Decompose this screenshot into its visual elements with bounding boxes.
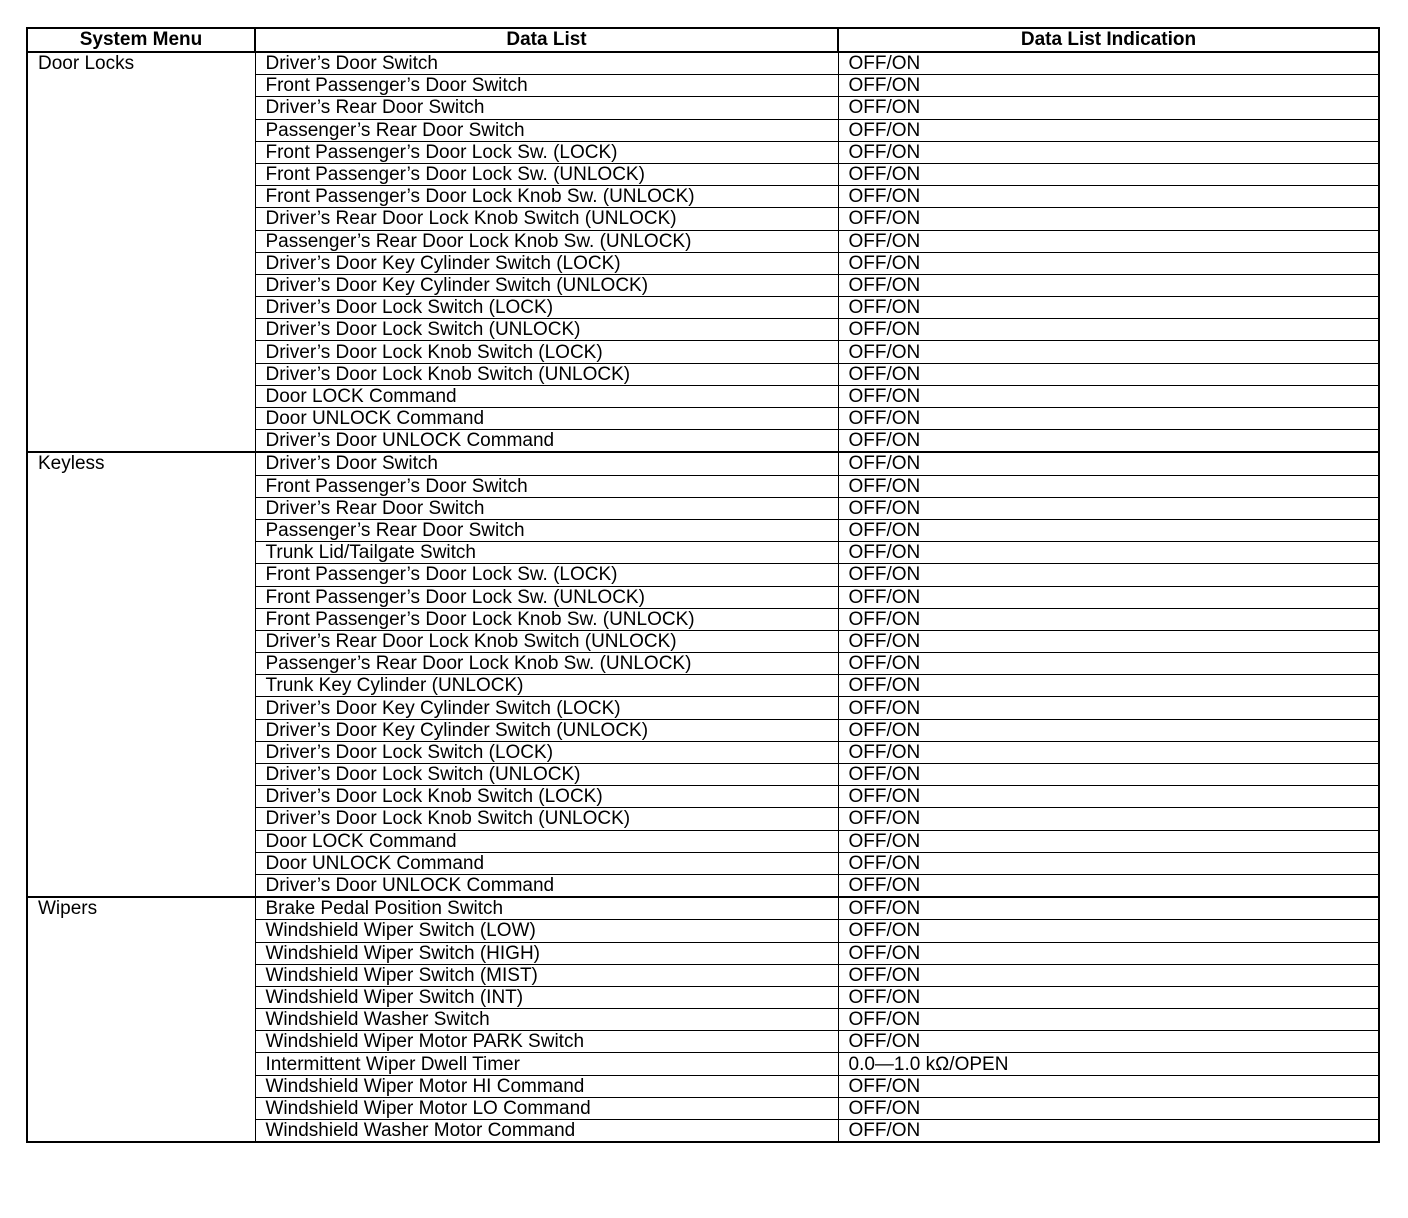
indication-cell: OFF/ON (838, 964, 1379, 986)
indication-cell: OFF/ON (838, 75, 1379, 97)
indication-cell: OFF/ON (838, 1031, 1379, 1053)
system-menu-cell: Wipers (27, 897, 255, 1142)
indication-cell: OFF/ON (838, 430, 1379, 453)
data-list-cell: Driver’s Door Key Cylinder Switch (LOCK) (255, 697, 838, 719)
data-list-cell: Driver’s Rear Door Switch (255, 97, 838, 119)
data-list-cell: Front Passenger’s Door Lock Knob Sw. (UNLOCK) (255, 186, 838, 208)
indication-cell: OFF/ON (838, 852, 1379, 874)
data-list-cell: Front Passenger’s Door Lock Sw. (UNLOCK) (255, 586, 838, 608)
indication-cell: OFF/ON (838, 497, 1379, 519)
data-list-cell: Door LOCK Command (255, 385, 838, 407)
system-menu-cell: Keyless (27, 452, 255, 897)
indication-cell: OFF/ON (838, 830, 1379, 852)
indication-cell: OFF/ON (838, 653, 1379, 675)
indication-cell: OFF/ON (838, 208, 1379, 230)
indication-cell: OFF/ON (838, 942, 1379, 964)
indication-cell: OFF/ON (838, 363, 1379, 385)
data-list-cell: Door LOCK Command (255, 830, 838, 852)
data-list-cell: Driver’s Door Lock Switch (LOCK) (255, 297, 838, 319)
indication-cell: OFF/ON (838, 542, 1379, 564)
indication-cell: OFF/ON (838, 1075, 1379, 1097)
table-body (27, 52, 1379, 1142)
data-list-cell: Windshield Wiper Motor LO Command (255, 1097, 838, 1119)
data-list-cell: Windshield Wiper Switch (HIGH) (255, 942, 838, 964)
data-list-cell: Driver’s Door Key Cylinder Switch (UNLOCK) (255, 719, 838, 741)
indication-cell: OFF/ON (838, 385, 1379, 407)
data-list-cell: Driver’s Rear Door Switch (255, 497, 838, 519)
indication-cell: OFF/ON (838, 519, 1379, 541)
data-list-cell: Driver’s Door Key Cylinder Switch (UNLOCK) (255, 274, 838, 296)
data-list-cell: Driver’s Door Lock Switch (UNLOCK) (255, 764, 838, 786)
data-list-cell: Brake Pedal Position Switch (255, 897, 838, 920)
header-data-list: Data List (255, 28, 838, 52)
data-list-cell: Passenger’s Rear Door Lock Knob Sw. (UNLOCK) (255, 653, 838, 675)
data-list-cell: Driver’s Door Switch (255, 452, 838, 475)
indication-cell: OFF/ON (838, 697, 1379, 719)
header-system-menu: System Menu (27, 28, 255, 52)
indication-cell: OFF/ON (838, 786, 1379, 808)
data-list-cell: Passenger’s Rear Door Lock Knob Sw. (UNLOCK) (255, 230, 838, 252)
data-list-cell: Driver’s Rear Door Lock Knob Switch (UNLOCK) (255, 208, 838, 230)
data-list-cell: Driver’s Door Lock Knob Switch (UNLOCK) (255, 363, 838, 385)
indication-cell: OFF/ON (838, 630, 1379, 652)
data-list-cell: Passenger’s Rear Door Switch (255, 119, 838, 141)
data-list-cell: Driver’s Door Lock Knob Switch (UNLOCK) (255, 808, 838, 830)
data-list-table (26, 27, 1380, 1143)
data-list-cell: Driver’s Door Lock Knob Switch (LOCK) (255, 786, 838, 808)
indication-cell: OFF/ON (838, 564, 1379, 586)
indication-cell: OFF/ON (838, 1120, 1379, 1143)
data-list-cell: Windshield Wiper Motor HI Command (255, 1075, 838, 1097)
data-list-cell: Windshield Wiper Switch (MIST) (255, 964, 838, 986)
data-list-cell: Front Passenger’s Door Lock Sw. (LOCK) (255, 141, 838, 163)
indication-cell: OFF/ON (838, 808, 1379, 830)
data-list-cell: Driver’s Door Lock Switch (LOCK) (255, 741, 838, 763)
data-list-cell: Front Passenger’s Door Switch (255, 75, 838, 97)
indication-cell: OFF/ON (838, 297, 1379, 319)
data-list-cell: Driver’s Door Switch (255, 52, 838, 75)
indication-cell: OFF/ON (838, 1097, 1379, 1119)
data-list-cell: Intermittent Wiper Dwell Timer (255, 1053, 838, 1075)
system-menu-cell: Door Locks (27, 52, 255, 452)
data-list-cell: Windshield Wiper Switch (LOW) (255, 920, 838, 942)
table-row (27, 52, 1379, 75)
indication-cell: OFF/ON (838, 452, 1379, 475)
data-list-cell: Trunk Key Cylinder (UNLOCK) (255, 675, 838, 697)
header-row (27, 28, 1379, 52)
indication-cell: OFF/ON (838, 274, 1379, 296)
indication-cell: OFF/ON (838, 586, 1379, 608)
indication-cell: OFF/ON (838, 608, 1379, 630)
indication-cell: OFF/ON (838, 764, 1379, 786)
indication-cell: OFF/ON (838, 986, 1379, 1008)
data-list-cell: Passenger’s Rear Door Switch (255, 519, 838, 541)
data-list-cell: Driver’s Door UNLOCK Command (255, 430, 838, 453)
indication-cell: OFF/ON (838, 741, 1379, 763)
data-list-cell: Windshield Wiper Switch (INT) (255, 986, 838, 1008)
indication-cell: OFF/ON (838, 719, 1379, 741)
indication-cell: OFF/ON (838, 252, 1379, 274)
indication-cell: OFF/ON (838, 1009, 1379, 1031)
data-list-cell: Driver’s Door Lock Knob Switch (LOCK) (255, 341, 838, 363)
indication-cell: OFF/ON (838, 341, 1379, 363)
indication-cell: OFF/ON (838, 186, 1379, 208)
indication-cell: OFF/ON (838, 119, 1379, 141)
data-list-cell: Front Passenger’s Door Lock Sw. (UNLOCK) (255, 163, 838, 185)
indication-cell: OFF/ON (838, 163, 1379, 185)
indication-cell: OFF/ON (838, 408, 1379, 430)
indication-cell: OFF/ON (838, 874, 1379, 897)
table-row (27, 897, 1379, 920)
table-row (27, 452, 1379, 475)
data-list-cell: Windshield Washer Switch (255, 1009, 838, 1031)
data-list-cell: Front Passenger’s Door Lock Sw. (LOCK) (255, 564, 838, 586)
indication-cell: OFF/ON (838, 141, 1379, 163)
data-list-cell: Door UNLOCK Command (255, 852, 838, 874)
data-list-cell: Front Passenger’s Door Lock Knob Sw. (UNLOCK) (255, 608, 838, 630)
data-list-cell: Driver’s Rear Door Lock Knob Switch (UNLOCK) (255, 630, 838, 652)
data-list-cell: Front Passenger’s Door Switch (255, 475, 838, 497)
indication-cell: OFF/ON (838, 230, 1379, 252)
indication-cell: OFF/ON (838, 52, 1379, 75)
data-list-cell: Windshield Wiper Motor PARK Switch (255, 1031, 838, 1053)
data-list-cell: Trunk Lid/Tailgate Switch (255, 542, 838, 564)
indication-cell: OFF/ON (838, 675, 1379, 697)
indication-cell: OFF/ON (838, 920, 1379, 942)
data-list-cell: Door UNLOCK Command (255, 408, 838, 430)
indication-cell: OFF/ON (838, 97, 1379, 119)
indication-cell: OFF/ON (838, 475, 1379, 497)
data-list-cell: Driver’s Door Lock Switch (UNLOCK) (255, 319, 838, 341)
header-data-list-indication: Data List Indication (838, 28, 1379, 52)
indication-cell: 0.0—1.0 kΩ/OPEN (838, 1053, 1379, 1075)
data-list-cell: Driver’s Door Key Cylinder Switch (LOCK) (255, 252, 838, 274)
indication-cell: OFF/ON (838, 319, 1379, 341)
indication-cell: OFF/ON (838, 897, 1379, 920)
data-list-cell: Windshield Washer Motor Command (255, 1120, 838, 1143)
data-list-cell: Driver’s Door UNLOCK Command (255, 874, 838, 897)
